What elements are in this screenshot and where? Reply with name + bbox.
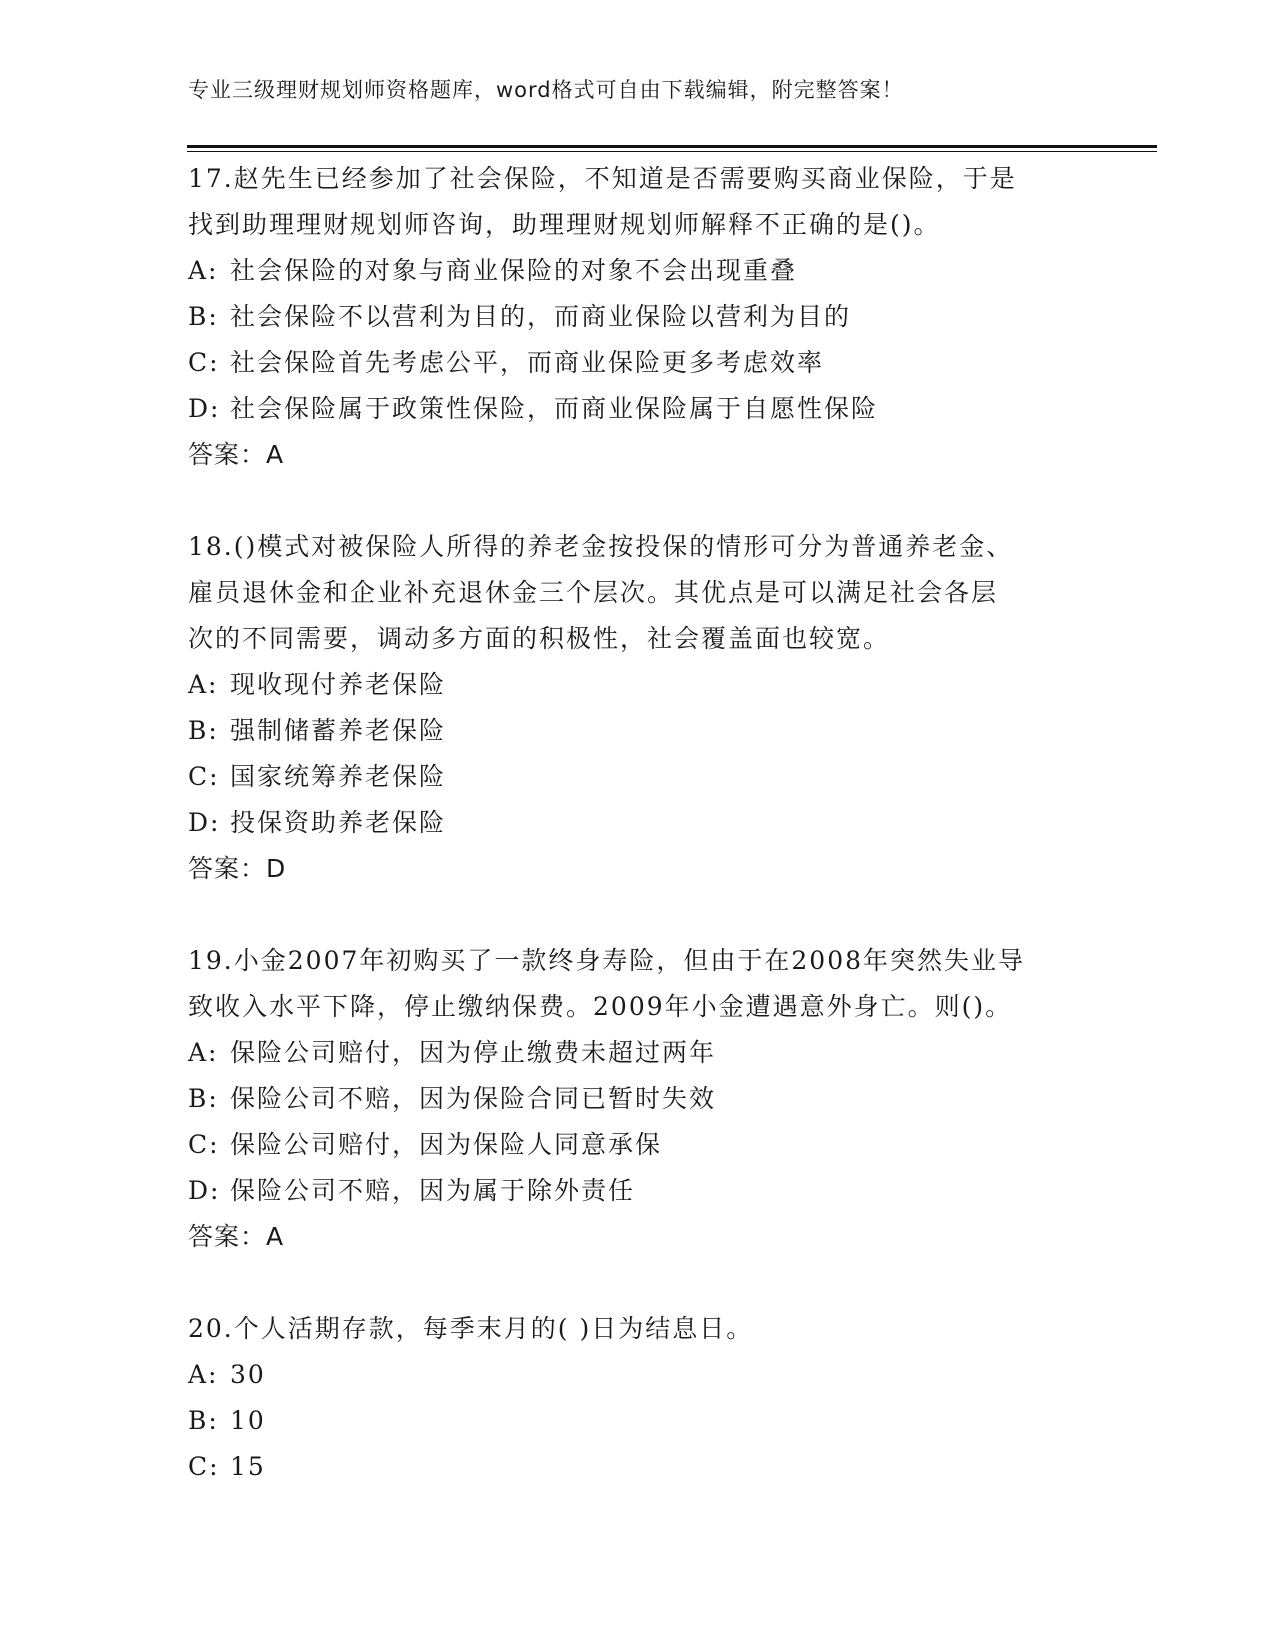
option-text: 社会保险不以营利为目的，而商业保险以营利为目的 <box>230 302 852 331</box>
option-key: D: <box>188 394 221 423</box>
option-b <box>188 294 1088 340</box>
option-text: 社会保险的对象与商业保险的对象不会出现重叠 <box>230 256 798 285</box>
option-text: 15 <box>230 1452 266 1481</box>
question-stem-line: 20.个人活期存款，每季末月的( )日为结息日。 <box>188 1314 754 1343</box>
option-d <box>188 1168 1088 1214</box>
option-key: A: <box>188 670 219 699</box>
option-key: B: <box>188 302 219 331</box>
option-key: C: <box>188 1130 220 1159</box>
question-stem-line: 找到助理理财规划师咨询，助理理财规划师解释不正确的是()。 <box>188 210 941 239</box>
answer-label: 答案：A <box>188 1222 285 1251</box>
question-stem-line: 18.()模式对被保险人所得的养老金按投保的情形可分为普通养老金、 <box>188 532 1014 561</box>
option-text: 保险公司不赔，因为属于除外责任 <box>230 1176 636 1205</box>
option-text: 保险公司不赔，因为保险合同已暂时失效 <box>230 1084 717 1113</box>
option-text: 现收现付养老保险 <box>230 670 447 699</box>
page-header-title: 专业三级理财规划师资格题库，word格式可自由下载编辑，附完整答案！ <box>188 78 904 102</box>
option-key: B: <box>188 1084 219 1113</box>
question-stem-line: 17.赵先生已经参加了社会保险，不知道是否需要购买商业保险，于是 <box>188 164 1017 193</box>
question-stem-line: 致收入水平下降，停止缴纳保费。2009年小金遭遇意外身亡。则()。 <box>188 992 1013 1021</box>
option-key: C: <box>188 1452 220 1481</box>
option-a <box>188 248 1088 294</box>
option-text: 保险公司赔付，因为保险人同意承保 <box>230 1130 663 1159</box>
option-key: B: <box>188 716 219 745</box>
option-key: B: <box>188 1406 219 1435</box>
option-key: C: <box>188 348 220 377</box>
option-key: D: <box>188 808 221 837</box>
option-a <box>188 1030 1088 1076</box>
header-divider-thin <box>187 151 1157 152</box>
option-b <box>188 1398 1088 1444</box>
question-stem-line: 19.小金2007年初购买了一款终身寿险，但由于在2008年突然失业导 <box>188 946 1026 975</box>
option-text: 投保资助养老保险 <box>230 808 447 837</box>
question-17 <box>188 156 1088 478</box>
option-text: 社会保险属于政策性保险，而商业保险属于自愿性保险 <box>230 394 879 423</box>
question-list <box>188 156 1088 1536</box>
option-c <box>188 754 1088 800</box>
question-20 <box>188 1306 1088 1490</box>
option-text: 10 <box>230 1406 266 1435</box>
question-stem-line: 次的不同需要，调动多方面的积极性，社会覆盖面也较宽。 <box>188 624 891 653</box>
question-19 <box>188 938 1088 1260</box>
option-key: A: <box>188 1360 219 1389</box>
option-a <box>188 662 1088 708</box>
option-c <box>188 1122 1088 1168</box>
option-key: D: <box>188 1176 221 1205</box>
answer-label: 答案：D <box>188 854 287 883</box>
option-d <box>188 800 1088 846</box>
question-stem-line: 雇员退休金和企业补充退休金三个层次。其优点是可以满足社会各层 <box>188 578 999 607</box>
option-b <box>188 1076 1088 1122</box>
question-18 <box>188 524 1088 892</box>
option-b <box>188 708 1088 754</box>
option-text: 强制储蓄养老保险 <box>230 716 447 745</box>
option-text: 社会保险首先考虑公平，而商业保险更多考虑效率 <box>230 348 825 377</box>
option-d <box>188 386 1088 432</box>
option-c <box>188 1444 1088 1490</box>
option-c <box>188 340 1088 386</box>
option-key: A: <box>188 256 219 285</box>
option-text: 保险公司赔付，因为停止缴费未超过两年 <box>230 1038 717 1067</box>
option-a <box>188 1352 1088 1398</box>
option-key: C: <box>188 762 220 791</box>
option-text: 国家统筹养老保险 <box>230 762 447 791</box>
option-key: A: <box>188 1038 219 1067</box>
answer-label: 答案：A <box>188 440 285 469</box>
header-divider-thick <box>187 145 1157 148</box>
option-text: 30 <box>230 1360 266 1389</box>
